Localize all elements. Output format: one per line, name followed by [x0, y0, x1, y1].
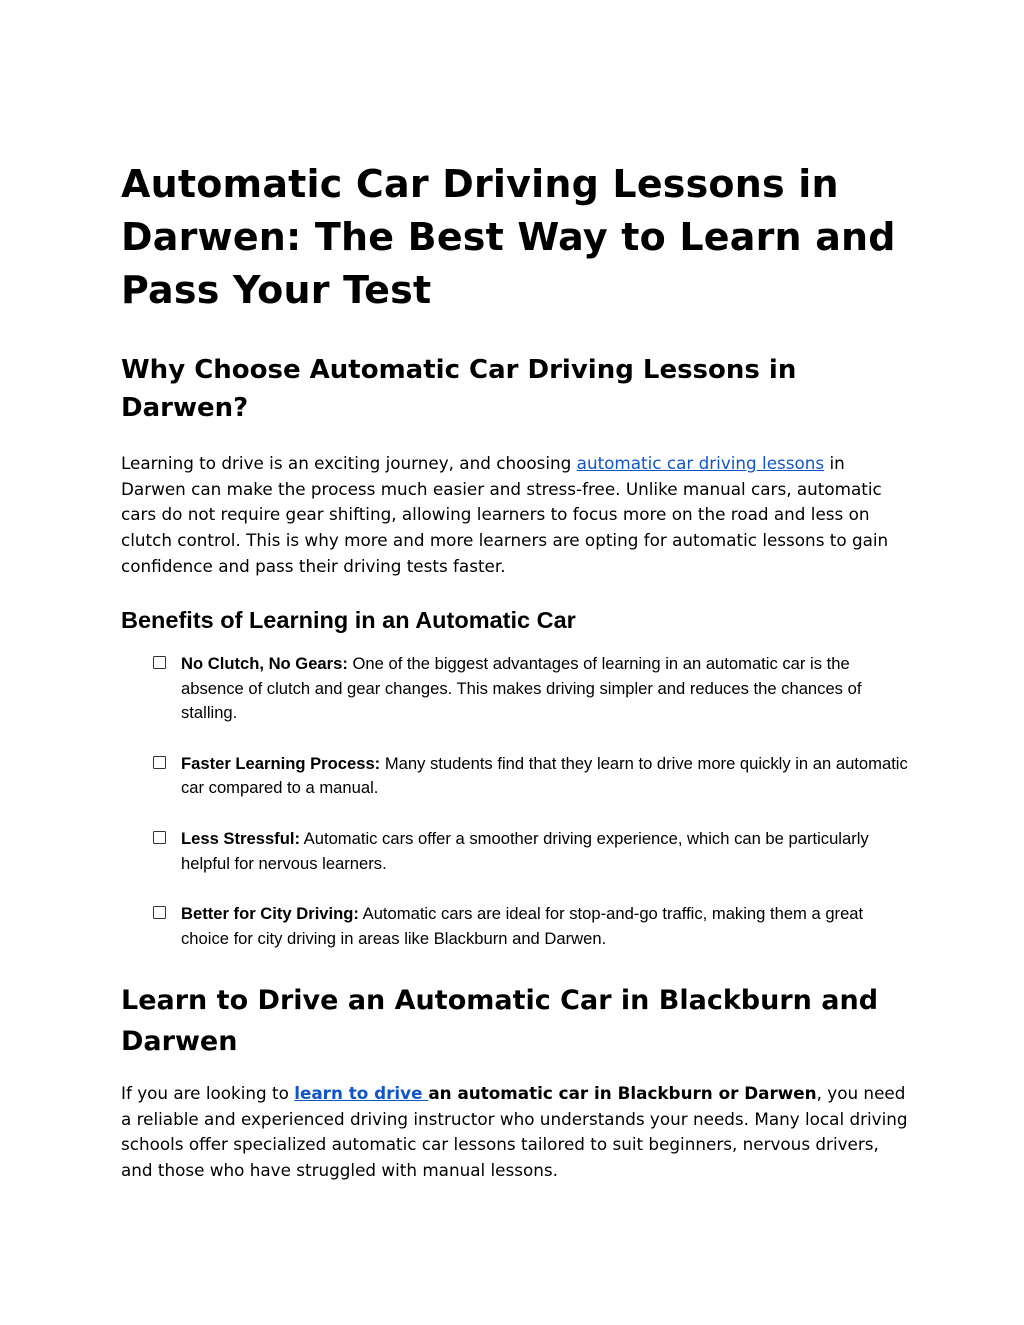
page-title: Automatic Car Driving Lessons in Darwen: The Best Way to Learn and Pass Your Test — [121, 162, 896, 312]
learn-to-drive-heading: Learn to Drive an Automatic Car in Blackburn and Darwen — [121, 985, 879, 1057]
benefit-item-city-driving — [153, 902, 913, 951]
learn-to-drive-link[interactable]: learn to drive — [294, 1083, 429, 1103]
benefit-item-less-stressful — [153, 827, 913, 876]
checkbox-icon — [153, 656, 166, 669]
learn-text-before-link: If you are looking to — [121, 1083, 295, 1103]
benefit-label: Better for City Driving: — [181, 904, 359, 924]
intro-text-after-link: in Darwen can make the process much easier and stress-free. Unlike manual cars, automatic cars do not require gear shifting, allowing learners to focus more on the road and less on clutch control. This is why more and more learners are opting for automatic lessons to gain confidence and pass their driving tests faster. — [121, 453, 889, 576]
checkbox-icon — [153, 756, 166, 769]
benefit-item-faster-learning — [153, 752, 913, 801]
benefit-text: Automatic cars are ideal for stop-and-go traffic, making them a great choice for city driving in areas like Blackburn and Darwen. — [181, 904, 864, 948]
benefit-text: One of the biggest advantages of learning in an automatic car is the absence of clutch and gear changes. This makes driving simpler and reduces the chances of stalling. — [181, 654, 862, 723]
automatic-lessons-link[interactable]: automatic car driving lessons — [576, 453, 825, 473]
benefit-text: Automatic cars offer a smoother driving experience, which can be particularly helpful for nervous learners. — [181, 828, 869, 873]
benefit-text: Many students find that they learn to drive more quickly in an automatic car compared to a manual. — [181, 753, 908, 798]
benefit-label: No Clutch, No Gears: — [181, 654, 348, 673]
intro-paragraph — [121, 451, 911, 580]
intro-text-before-link: Learning to drive is an exciting journey, and choosing — [121, 453, 577, 473]
benefit-label: Faster Learning Process: — [181, 753, 381, 773]
benefit-label: Less Stressful: — [181, 828, 300, 848]
why-choose-heading: Why Choose Automatic Car Driving Lessons in Darwen? — [121, 355, 797, 423]
learn-bold-text: an automatic car in Blackburn or Darwen — [428, 1083, 817, 1103]
checkbox-icon — [153, 831, 166, 844]
checkbox-icon — [153, 906, 166, 919]
learn-paragraph — [121, 1081, 911, 1184]
benefits-heading: Benefits of Learning in an Automatic Car — [121, 607, 576, 633]
benefits-list — [153, 652, 913, 951]
benefit-item-no-clutch — [153, 652, 913, 726]
learn-text-after-bold: , you need a reliable and experienced driving instructor who understands your needs. Many local driving schools offer specialized automatic car lessons tailored to suit beginners, nervous drivers, and those who have struggled with manual lessons. — [121, 1083, 908, 1181]
